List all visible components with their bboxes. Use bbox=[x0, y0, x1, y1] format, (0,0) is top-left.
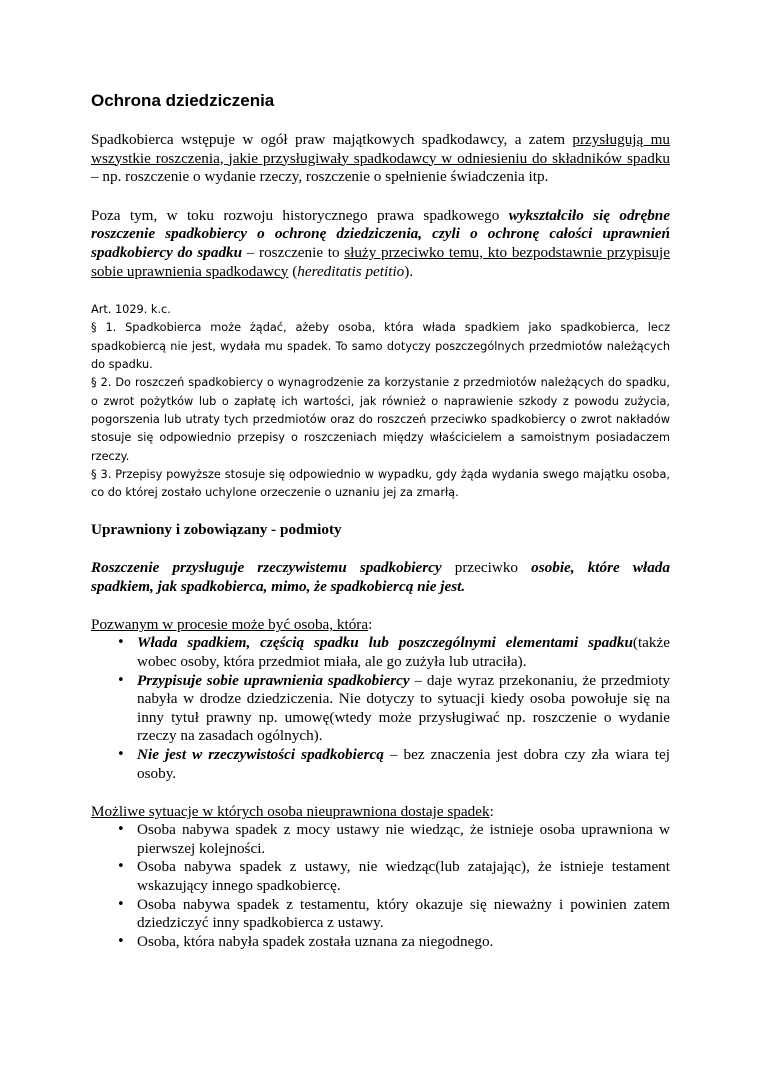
claim-holder: Roszczenie przysługuje rzeczywistemu spadkobiercy bbox=[91, 559, 442, 577]
bullet-icon: • bbox=[117, 635, 125, 651]
list-item bbox=[91, 933, 670, 952]
article-section-3: § 3. Przepisy powyższe stosuje się odpowiednio w wypadku, gdy żąda wydania swego majątku osoba, co do której zostało uchylone orzeczenie o uznaniu jej za zmarłą. bbox=[91, 467, 670, 500]
list-item bbox=[91, 821, 670, 858]
situations-lead-colon: : bbox=[489, 803, 494, 821]
bullet-icon: • bbox=[117, 933, 125, 949]
defendant-lead-text: Pozwanym w procesie może być osoba, która bbox=[91, 616, 369, 634]
defendant-lead-colon: : bbox=[368, 616, 373, 634]
list-item-text: Osoba nabywa spadek z ustawy, nie wiedząc(lub zatajając), że istnieje testament wskazujący innego spadkobiercę. bbox=[137, 858, 670, 894]
list-item-emphasis: Włada spadkiem, częścią spadku lub poszczególnymi elementami spadku bbox=[137, 634, 633, 652]
page-title: Ochrona dziedziczenia bbox=[91, 91, 275, 110]
list-item bbox=[91, 858, 670, 895]
article-1029 bbox=[91, 301, 670, 502]
list-item bbox=[91, 634, 670, 671]
situations-lead-text: Możliwe sytuacje w których osoba nieuprawniona dostaje spadek bbox=[91, 803, 490, 821]
list-item-text: Osoba nabywa spadek z testamentu, który okazuje się nieważny i powinien zatem dziedziczyć inny spadkobierca z ustawy. bbox=[137, 895, 670, 932]
section-heading: Uprawniony i zobowiązany - podmioty bbox=[91, 521, 342, 539]
defendant-list bbox=[91, 634, 670, 783]
list-item-emphasis: Przypisuje sobie uprawnienia spadkobiercy bbox=[137, 671, 410, 689]
bullet-icon: • bbox=[117, 746, 125, 762]
history-underlined-text: służy przeciwko temu, kto bezpodstawnie przypisuje sobie uprawnienia spadkodawcy bbox=[91, 243, 670, 280]
list-item bbox=[91, 746, 670, 783]
bullet-icon: • bbox=[117, 822, 125, 838]
situations-lead bbox=[91, 802, 670, 821]
bullet-icon: • bbox=[117, 672, 125, 688]
history-paren-open: ( bbox=[288, 262, 298, 280]
bullet-icon: • bbox=[117, 859, 125, 875]
hereditatis-petitio: hereditatis petitio bbox=[297, 262, 405, 280]
history-paragraph bbox=[91, 207, 670, 281]
list-item bbox=[91, 672, 670, 746]
list-item bbox=[91, 896, 670, 933]
situations-list bbox=[91, 821, 670, 951]
history-text-mid: – roszczenie to bbox=[242, 243, 345, 261]
list-item-emphasis: Nie jest w rzeczywistości spadkobiercą bbox=[137, 745, 384, 763]
intro-text-end: – np. roszczenie o wydanie rzeczy, roszczenie o spełnienie świadczenia itp. bbox=[91, 168, 549, 186]
list-item-text: Osoba, która nabyła spadek została uznana za niegodnego. bbox=[137, 932, 494, 950]
article-section-1: § 1. Spadkobierca może żądać, ażeby osoba, która włada spadkiem jako spadkobierca, lecz spadkobiercą nie jest, wydała mu spadek. To samo dotyczy poszczególnych przedmiotów należących do spadku. bbox=[91, 321, 670, 372]
history-text: Poza tym, w toku rozwoju historycznego prawa spadkowego bbox=[91, 206, 509, 224]
intro-paragraph bbox=[91, 131, 670, 187]
intro-underlined-text: przysługują mu wszystkie roszczenia, jakie przysługiwały spadkodawcy w odniesieniu do składników spadku bbox=[91, 131, 671, 167]
claim-connector: przeciwko bbox=[441, 559, 532, 577]
claim-target: osobie, które włada spadkiem, jak spadkobierca, mimo, że spadkobiercą nie jest. bbox=[91, 559, 670, 596]
article-section-2: § 2. Do roszczeń spadkobiercy o wynagrodzenie za korzystanie z przedmiotów należących do spadku, o zwrot pożytków lub o zapłatę ich wartości, jak również o naprawienie szkody z powodu zużycia, pogorszenia lub utraty tych przedmiotów oraz do roszczeń przeciwko spadkobiercy o zwrot nakładów stosuje się odpowiednio przepisy o roszczeniach między właścicielem a samoistnym posiadaczem rzeczy. bbox=[91, 376, 670, 463]
bullet-icon: • bbox=[117, 896, 125, 912]
claim-paragraph bbox=[91, 558, 670, 596]
list-item-text: Osoba nabywa spadek z mocy ustawy nie wiedząc, że istnieje osoba uprawniona w pierwszej kolejności. bbox=[137, 821, 670, 857]
defendant-lead bbox=[91, 615, 670, 634]
history-emphasis: wykształciło się odrębne roszczenie spadkobiercy o ochronę dziedziczenia, czyli o ochronę całości uprawnień spadkobiercy do spadku bbox=[91, 206, 670, 261]
list-item-text: – daje wyraz przekonaniu, że przedmioty nabyła w drodze dziedziczenia. Nie dotyczy to sytuacji kiedy osoba powołuje się na inny tytuł prawny np. umowę(wtedy może przysługiwać np. roszczenie o wydanie rzeczy na zasadach ogólnych). bbox=[137, 671, 671, 745]
history-paren-close: ). bbox=[404, 262, 414, 280]
article-heading: Art. 1029. k.c. bbox=[91, 303, 171, 317]
list-item-text: (także wobec osoby, która przedmiot miała, ale go zużyła lub utraciła). bbox=[137, 634, 670, 671]
list-item-text: – bez znaczenia jest dobra czy zła wiara tej osoby. bbox=[137, 745, 670, 782]
intro-text: Spadkobierca wstępuje w ogół praw majątkowych spadkodawcy, a zatem bbox=[91, 131, 573, 148]
